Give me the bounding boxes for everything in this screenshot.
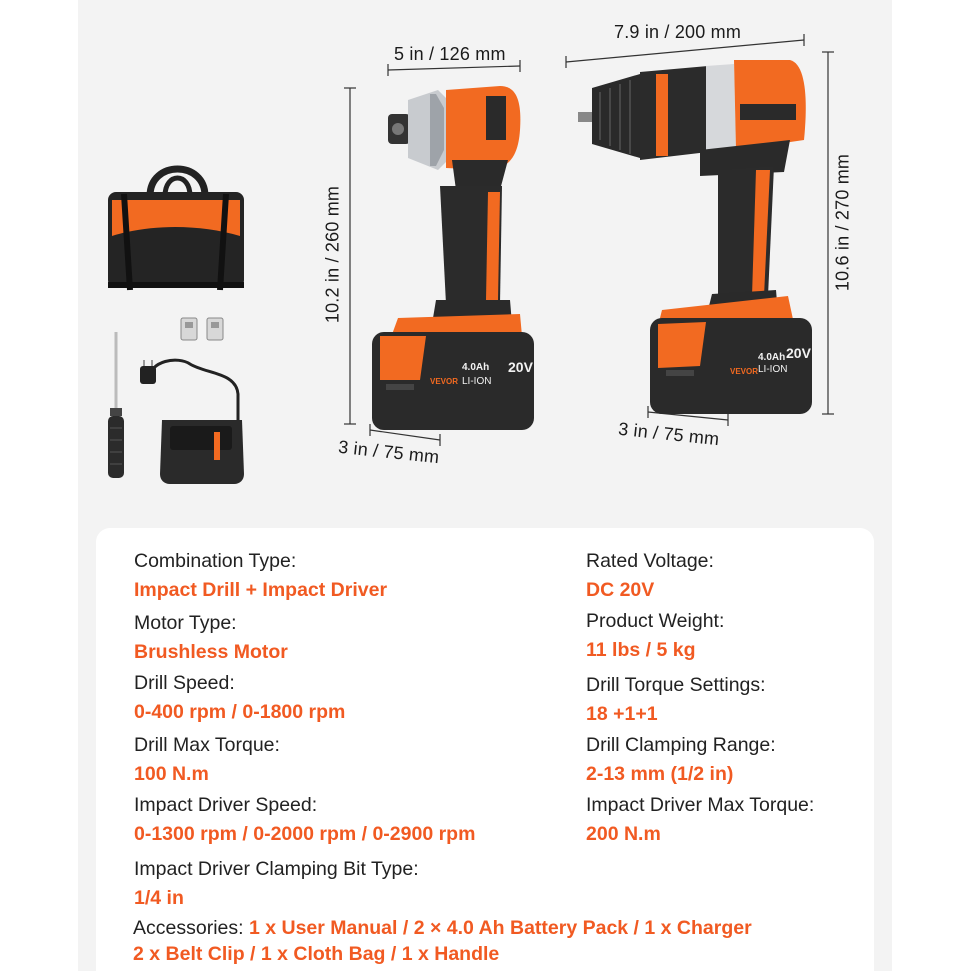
drill-height-label: 10.6 in / 270 mm xyxy=(832,153,853,292)
spec-value: Impact Drill + Impact Driver xyxy=(134,579,388,601)
driver-battery-brand: VEVOR xyxy=(430,377,459,386)
spec-drill-clamping-range xyxy=(586,732,776,789)
accessories xyxy=(133,915,752,967)
spec-value: 1/4 in xyxy=(134,887,184,909)
spec-label: Motor Type: xyxy=(134,612,237,634)
side-handle xyxy=(108,332,124,478)
spec-label: Drill Max Torque: xyxy=(134,734,280,756)
driver-height-label: 10.2 in / 260 mm xyxy=(322,185,343,324)
driver-battery-chemistry: LI-ION xyxy=(462,376,492,387)
drill-depth-label: 3 in / 75 mm xyxy=(617,418,721,450)
driver-battery-capacity: 4.0Ah xyxy=(462,362,490,373)
spec-drill-speed xyxy=(134,670,345,727)
spec-label: Product Weight: xyxy=(586,610,725,632)
spec-clamping-bit-type xyxy=(134,856,419,913)
spec-value: 18 +1+1 xyxy=(586,703,658,725)
accessories-label: Accessories: xyxy=(133,917,244,939)
spec-motor-type xyxy=(134,610,288,667)
drill-battery-voltage: 20V xyxy=(786,345,811,361)
spec-rated-voltage xyxy=(586,548,714,605)
spec-drill-torque-settings xyxy=(586,672,766,729)
cloth-bag xyxy=(108,169,244,290)
spec-label: Impact Driver Speed: xyxy=(134,794,318,816)
spec-value: 2-13 mm (1/2 in) xyxy=(586,763,734,785)
drill-battery-chemistry: LI-ION xyxy=(758,364,788,375)
drill-battery-brand: VEVOR xyxy=(730,367,759,376)
driver-depth-label: 3 in / 75 mm xyxy=(337,436,441,468)
spec-label: Impact Driver Max Torque: xyxy=(586,794,815,816)
spec-combination-type xyxy=(134,548,387,605)
battery-charger xyxy=(140,360,244,484)
accessories-line-2: 2 x Belt Clip / 1 x Cloth Bag / 1 x Handle xyxy=(133,943,500,965)
spec-label: Impact Driver Clamping Bit Type: xyxy=(134,858,419,880)
accessories-line-1: 1 x User Manual / 2 × 4.0 Ah Battery Pack / 1 x Charger xyxy=(248,917,752,939)
belt-clips xyxy=(181,318,223,340)
spec-impact-driver-speed xyxy=(134,792,475,849)
spec-value: 0-1300 rpm / 0-2000 rpm / 0-2900 rpm xyxy=(134,823,476,845)
spec-label: Combination Type: xyxy=(134,550,297,572)
spec-value: 0-400 rpm / 0-1800 rpm xyxy=(134,701,346,723)
drill-battery-capacity: 4.0Ah xyxy=(758,352,786,363)
spec-impact-driver-max-torque xyxy=(586,792,814,849)
drill-width-label: 7.9 in / 200 mm xyxy=(614,22,742,42)
spec-product-weight xyxy=(586,608,724,665)
spec-drill-max-torque xyxy=(134,732,280,789)
spec-value: 200 N.m xyxy=(586,823,661,845)
spec-value: 100 N.m xyxy=(134,763,209,785)
spec-value: 11 lbs / 5 kg xyxy=(586,639,696,661)
driver-battery-voltage: 20V xyxy=(508,359,533,375)
spec-label: Rated Voltage: xyxy=(586,550,714,572)
spec-label: Drill Speed: xyxy=(134,672,235,694)
spec-value: Brushless Motor xyxy=(134,641,288,663)
spec-label: Drill Torque Settings: xyxy=(586,674,766,696)
spec-value: DC 20V xyxy=(586,579,655,601)
driver-width-label: 5 in / 126 mm xyxy=(394,44,506,64)
spec-label: Drill Clamping Range: xyxy=(586,734,776,756)
